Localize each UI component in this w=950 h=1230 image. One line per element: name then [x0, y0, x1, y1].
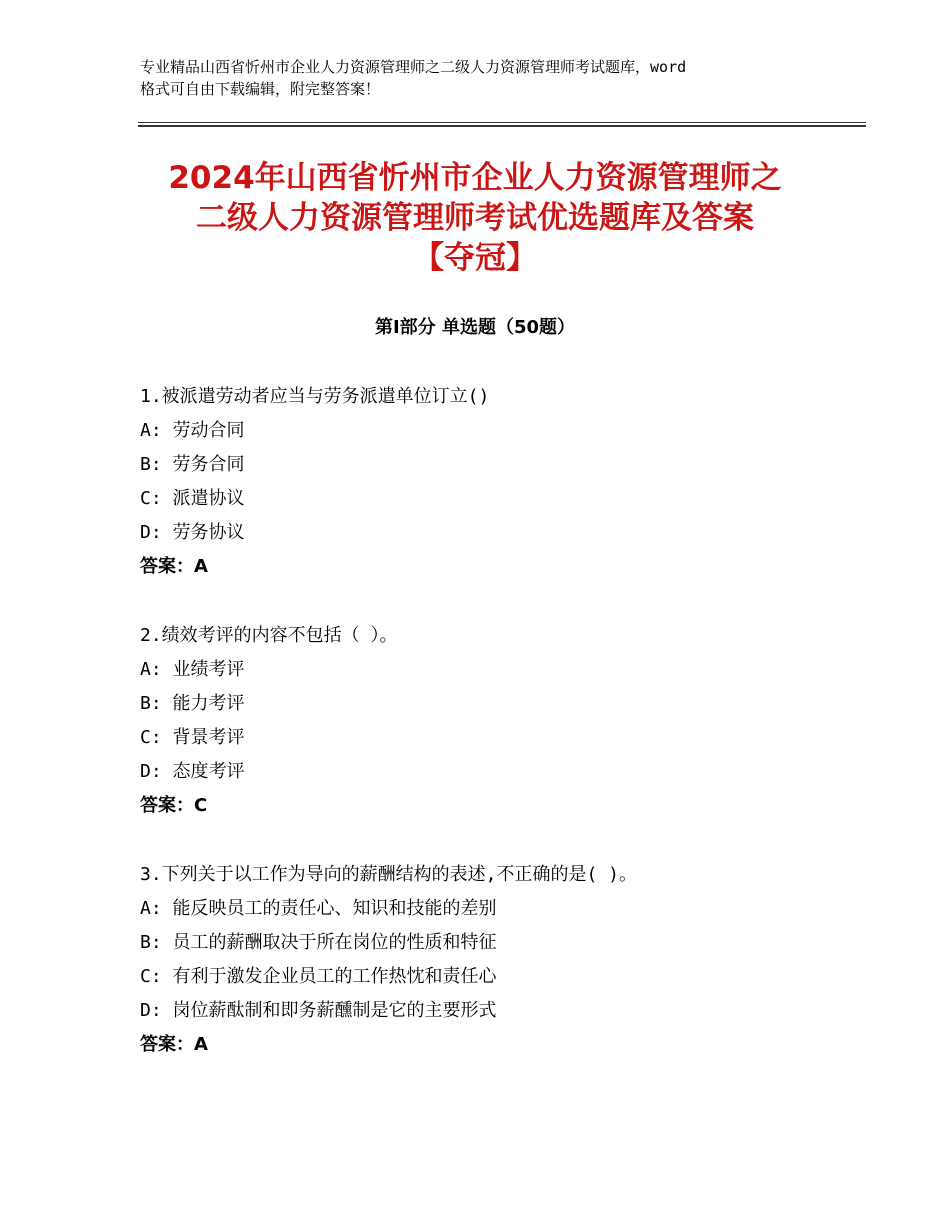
- option-b: B: 能力考评: [140, 693, 245, 714]
- header-divider-thick: [138, 125, 866, 127]
- notice-line-2: 格式可自由下载编辑，附完整答案！: [140, 80, 381, 98]
- question-stem: 2.绩效考评的内容不包括（ ）。: [140, 625, 398, 646]
- answer-line: 答案：A: [140, 556, 208, 577]
- title-line-3: 【夺冠】: [413, 240, 537, 276]
- option-a: A: 劳动合同: [140, 420, 245, 441]
- option-a: A: 能反映员工的责任心、知识和技能的差别: [140, 898, 497, 919]
- question-3: [140, 858, 840, 1062]
- option-c: C: 派遣协议: [140, 488, 245, 509]
- option-d: D: 劳务协议: [140, 522, 245, 543]
- notice-line-1: 专业精品山西省忻州市企业人力资源管理师之二级人力资源管理师考试题库，word: [140, 58, 687, 76]
- option-a: A: 业绩考评: [140, 659, 245, 680]
- option-c: C: 背景考评: [140, 727, 245, 748]
- answer-line: 答案：A: [140, 1034, 208, 1055]
- page-title: [100, 158, 850, 278]
- answer-line: 答案：C: [140, 795, 208, 816]
- title-line-1: 2024年山西省忻州市企业人力资源管理师之: [168, 160, 782, 196]
- option-c: C: 有利于激发企业员工的工作热忱和责任心: [140, 966, 497, 987]
- header-divider-thin: [138, 122, 866, 123]
- question-stem: 1.被派遣劳动者应当与劳务派遣单位订立(): [140, 386, 490, 407]
- option-d: D: 岗位薪酞制和即务薪醺制是它的主要形式: [140, 1000, 497, 1021]
- question-stem: 3.下列关于以工作为导向的薪酬结构的表述,不正确的是( )。: [140, 864, 638, 885]
- download-notice: [140, 56, 830, 100]
- section-heading: 第Ⅰ部分 单选题（50题）: [374, 317, 575, 338]
- title-line-2: 二级人力资源管理师考试优选题库及答案: [196, 200, 754, 236]
- question-2: [140, 619, 840, 823]
- question-1: [140, 380, 840, 584]
- option-b: B: 劳务合同: [140, 454, 245, 475]
- option-b: B: 员工的薪酬取决于所在岗位的性质和特征: [140, 932, 497, 953]
- option-d: D: 态度考评: [140, 761, 245, 782]
